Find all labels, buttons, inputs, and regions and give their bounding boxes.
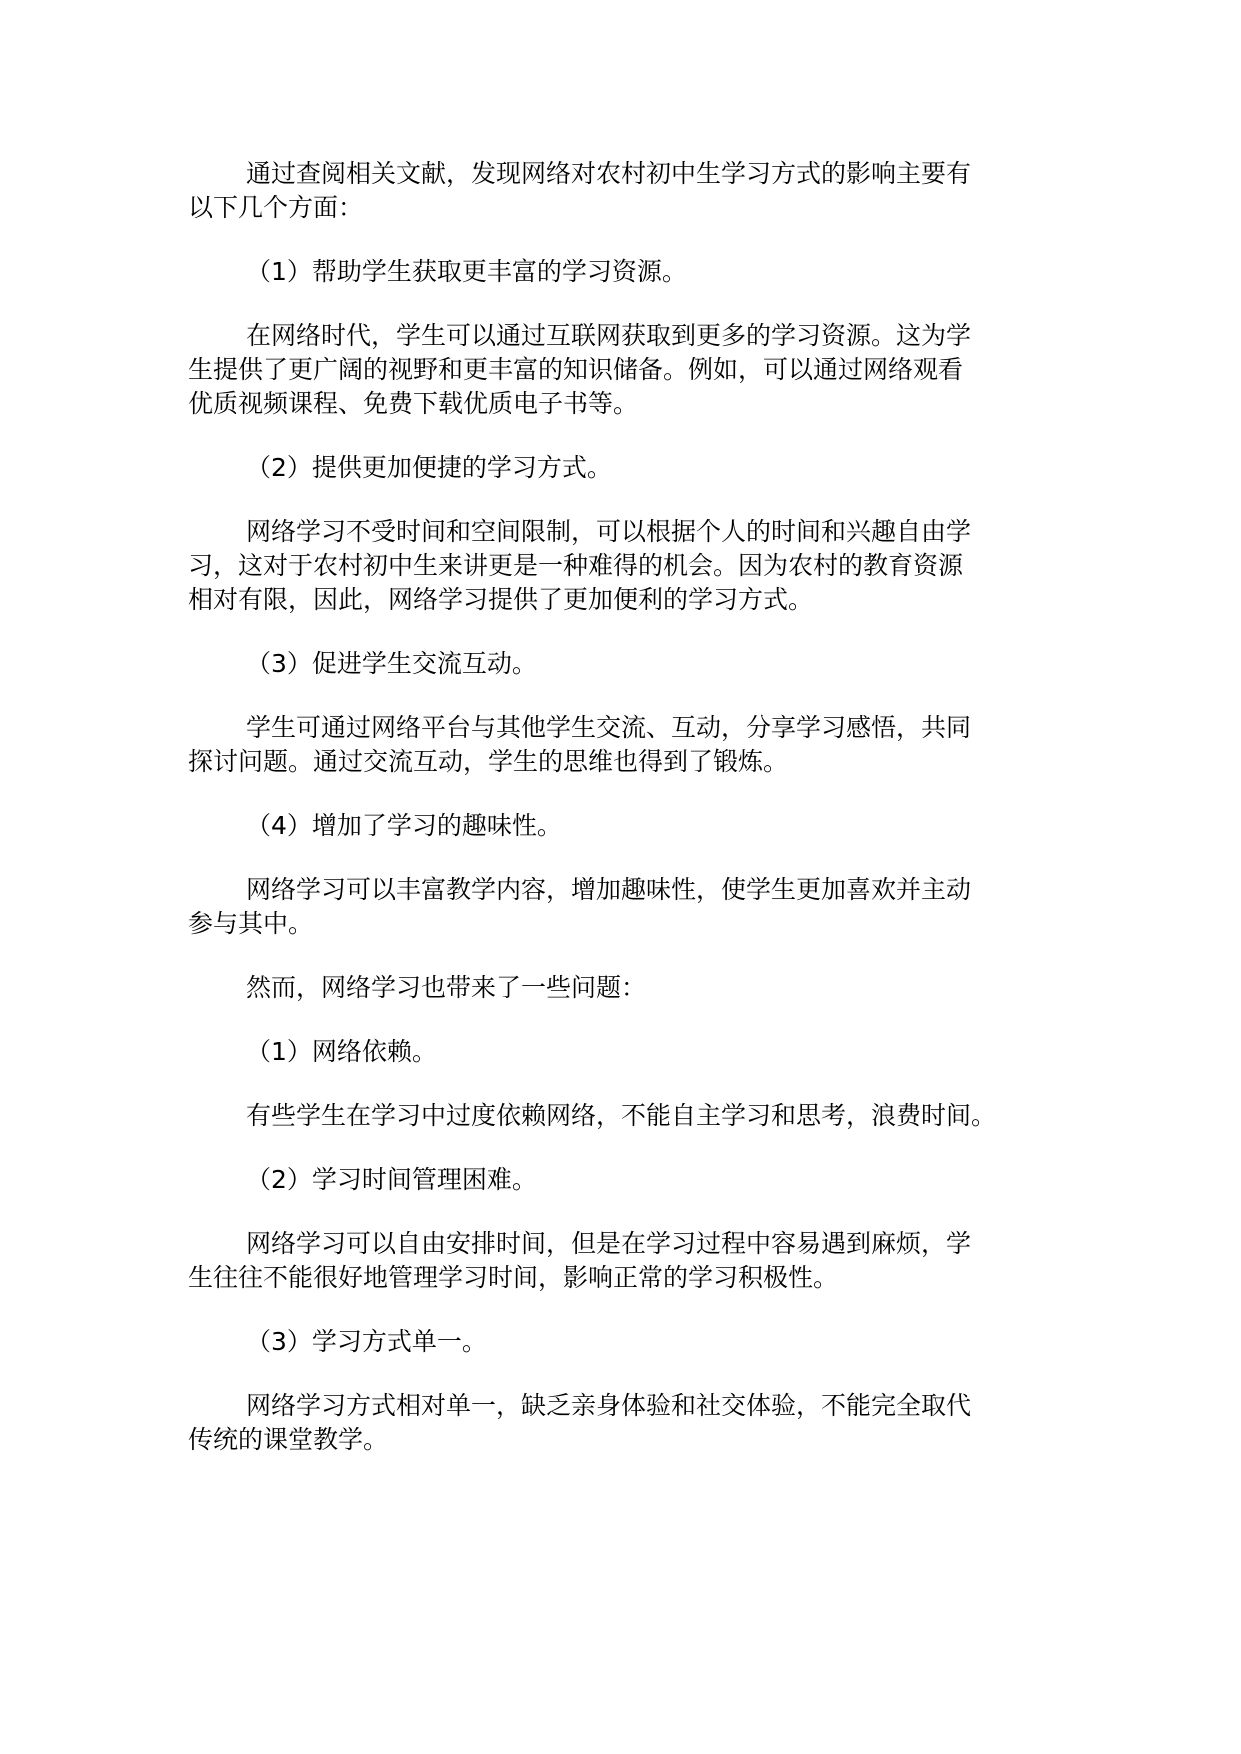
text-line: 习，这对于农村初中生来讲更是一种难得的机会。因为农村的教育资源 (188, 551, 964, 580)
document-body (188, 157, 1068, 1487)
section-heading: （3）学习方式单一。 (246, 1327, 487, 1356)
text-line: 网络学习方式相对单一，缺乏亲身体验和社交体验，不能完全取代 (246, 1391, 972, 1420)
section-heading: （2）提供更加便捷的学习方式。 (246, 453, 612, 482)
body-paragraph (188, 971, 1068, 1005)
body-paragraph (188, 319, 1068, 421)
text-line: 网络学习可以丰富教学内容，增加趣味性，使学生更加喜欢并主动 (246, 875, 972, 904)
text-line: 学生可通过网络平台与其他学生交流、互动，分享学习感悟，共同 (246, 713, 972, 742)
text-line: 优质视频课程、免费下载优质电子书等。 (188, 389, 639, 418)
text-line: 网络学习不受时间和空间限制，可以根据个人的时间和兴趣自由学 (246, 517, 972, 546)
body-paragraph (188, 1099, 1068, 1133)
text-line: 生提供了更广阔的视野和更丰富的知识储备。例如，可以通过网络观看 (188, 355, 964, 384)
text-line: 相对有限，因此，网络学习提供了更加便利的学习方式。 (188, 585, 814, 614)
body-paragraph (188, 515, 1068, 617)
text-line: 然而，网络学习也带来了一些问题： (246, 973, 647, 1002)
text-line: 有些学生在学习中过度依赖网络，不能自主学习和思考，浪费时间。 (246, 1101, 997, 1130)
body-paragraph (188, 1227, 1068, 1295)
text-line: 参与其中。 (188, 909, 314, 938)
section-heading: （1）网络依赖。 (246, 1037, 437, 1066)
intro-paragraph (188, 157, 1068, 225)
body-paragraph (188, 1389, 1068, 1457)
section-heading: （1）帮助学生获取更丰富的学习资源。 (246, 257, 687, 286)
text-line: 探讨问题。通过交流互动，学生的思维也得到了锻炼。 (188, 747, 789, 776)
text-line: 网络学习可以自由安排时间，但是在学习过程中容易遇到麻烦，学 (246, 1229, 972, 1258)
section-heading: （2）学习时间管理困难。 (246, 1165, 537, 1194)
section-heading: （3）促进学生交流互动。 (246, 649, 537, 678)
section-heading: （4）增加了学习的趣味性。 (246, 811, 562, 840)
text-line: 以下几个方面： (188, 193, 364, 222)
text-line: 在网络时代，学生可以通过互联网获取到更多的学习资源。这为学 (246, 321, 972, 350)
text-line: 传统的课堂教学。 (188, 1425, 389, 1454)
text-line: 通过查阅相关文献，发现网络对农村初中生学习方式的影响主要有 (246, 159, 972, 188)
body-paragraph (188, 711, 1068, 779)
body-paragraph (188, 873, 1068, 941)
text-line: 生往往不能很好地管理学习时间，影响正常的学习积极性。 (188, 1263, 839, 1292)
